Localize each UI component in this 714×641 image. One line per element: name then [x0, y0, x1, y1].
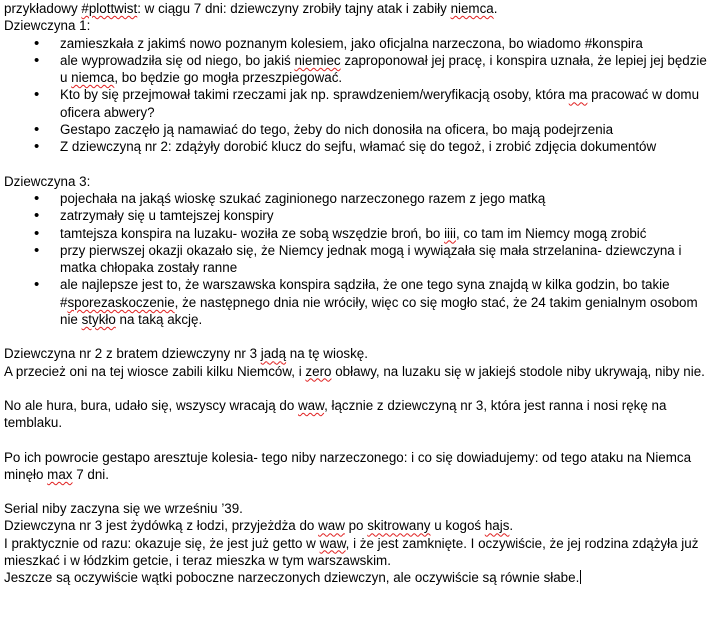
- text-run[interactable]: , że następnego dnia nie wróciły, więc co się mogło stać, że 24 takim genialnym osobom nie: [60, 294, 698, 328]
- paragraph[interactable]: [4, 363, 708, 380]
- text-run[interactable]: A przecież oni na tej wiosce zabili kilku Niemców, i: [4, 363, 306, 379]
- text-run[interactable]: przykładowy: [4, 1, 82, 16]
- misspelled-word[interactable]: skitrowany: [367, 518, 431, 534]
- text-run[interactable]: , łącznie z dziewczyną nr 3, która jest ranna i nosi rękę na temblaku.: [4, 397, 667, 431]
- paragraph[interactable]: [4, 397, 708, 432]
- text-run[interactable]: Dziewczyna nr 2 z bratem dziewczyny nr 3: [4, 346, 261, 362]
- blank-line: [4, 380, 708, 397]
- list-item[interactable]: [60, 190, 708, 207]
- text-run[interactable]: , bo będzie go mogła przeszpiegować.: [114, 70, 343, 86]
- misspelled-word[interactable]: jadą: [260, 346, 287, 362]
- paragraph[interactable]: [4, 345, 708, 362]
- section2-list: [4, 190, 708, 328]
- list-item[interactable]: [60, 35, 708, 52]
- text-run[interactable]: ale najlepsze jest to, że warszawska konspira sądziła, że one tego syna znajdą w kilka godzin, bo takie #: [60, 277, 670, 310]
- text-run[interactable]: Gestapo zaczęło ją namawiać do tego, żeby do nich donosiła na oficera, bo mają podejrzenia: [60, 122, 614, 138]
- text-run[interactable]: ale wyprowadziła się od niego, bo jakiś: [60, 52, 295, 68]
- list-item[interactable]: [60, 121, 708, 138]
- paragraph[interactable]: [4, 449, 708, 484]
- paragraph[interactable]: [4, 500, 708, 517]
- section2-heading[interactable]: Dziewczyna 3:: [4, 173, 91, 189]
- text-run[interactable]: u kogoś: [430, 518, 485, 534]
- intro-line[interactable]: [4, 0, 708, 17]
- text-run[interactable]: Serial niby zaczyna się we wrześniu ’39.: [4, 501, 243, 517]
- text-run[interactable]: przy pierwszej okazji okazało się, że Niemcy jednak mogą i wywiązała się mała strzelanina- dziewczyna i matka chłopaka zostały ranne: [60, 242, 682, 276]
- text-run[interactable]: obławy, na luzaku się w jakiejś stodole niby ukrywają, niby nie.: [331, 363, 705, 379]
- misspelled-word[interactable]: stykło: [81, 312, 116, 328]
- text-run[interactable]: po: [344, 518, 368, 534]
- blank-line: [4, 328, 708, 345]
- blank-line: [4, 156, 708, 173]
- blank-line: [4, 483, 708, 500]
- misspelled-word[interactable]: waw: [319, 535, 346, 551]
- misspelled-word[interactable]: max: [47, 466, 73, 482]
- text-run[interactable]: Z dziewczyną nr 2: zdążyły dorobić klucz do sejfu, włamać się do tegoż, i zrobić zdjęcia dokumentów: [60, 139, 657, 155]
- last-paragraph[interactable]: [4, 569, 708, 586]
- misspelled-word[interactable]: zero: [305, 363, 332, 379]
- text-run[interactable]: I praktycznie od razu: okazuje się, że jest już getto w: [4, 535, 320, 551]
- misspelled-word[interactable]: waw: [298, 397, 325, 413]
- paragraph[interactable]: [4, 535, 708, 570]
- text-run[interactable]: .: [493, 1, 498, 16]
- text-run[interactable]: .: [509, 518, 514, 534]
- text-run[interactable]: na taką akcję.: [115, 312, 203, 328]
- text-cursor: [580, 570, 581, 584]
- paragraph-text[interactable]: [4, 570, 579, 585]
- list-item[interactable]: [60, 242, 708, 277]
- blank-line: [4, 432, 708, 449]
- list-item[interactable]: [60, 138, 708, 155]
- misspelled-word[interactable]: niemca: [71, 70, 115, 86]
- misspelled-word[interactable]: niemiec: [294, 52, 341, 68]
- misspelled-word[interactable]: waw: [318, 518, 345, 534]
- text-run[interactable]: zatrzymały się u tamtejszej konspiry: [60, 208, 274, 224]
- text-run[interactable]: No ale hura, bura, udało się, wszyscy wracają do: [4, 397, 298, 413]
- misspelled-word[interactable]: #plottwist: [81, 1, 138, 16]
- list-item[interactable]: [60, 276, 708, 328]
- list-item[interactable]: [60, 225, 708, 242]
- paragraph[interactable]: [4, 517, 708, 534]
- text-run[interactable]: zamieszkała z jakimś nowo poznanym kolesiem, jako oficjalna narzeczona, bo wiadomo #konspira: [60, 35, 643, 51]
- text-run[interactable]: zaproponował jej pracę, i konspira uznała, że lepiej jej będzie u: [60, 52, 707, 86]
- text-run[interactable]: 7 dni.: [72, 466, 109, 482]
- text-run[interactable]: Kto by się przejmował takimi rzeczami jak np. sprawdzeniem/weryfikacją osoby, która: [60, 87, 569, 103]
- list-item[interactable]: [60, 207, 708, 224]
- section1-heading[interactable]: Dziewczyna 1:: [4, 18, 91, 34]
- text-run[interactable]: pojechała na jakąś wioskę szukać zaginionego narzeczonego razem z jego matką: [60, 190, 546, 206]
- section1-list: [4, 35, 708, 156]
- misspelled-word[interactable]: ma: [568, 87, 588, 103]
- list-item[interactable]: [60, 86, 708, 121]
- misspelled-word[interactable]: hajs: [484, 518, 510, 534]
- text-run[interactable]: Dziewczyna nr 3 jest żydówką z łodzi, przyjeżdża do: [4, 518, 319, 534]
- text-run[interactable]: , co tam im Niemcy mogą zrobić: [455, 225, 647, 241]
- text-run[interactable]: Po ich powrocie gestapo aresztuje kolesia- tego niby narzeczonego: i co się dowiadujemy: od tego ataku na Niemca minęło: [4, 449, 692, 482]
- text-run[interactable]: : w ciągu 7 dni: dziewczyny zrobiły tajny atak i zabiły: [137, 1, 451, 16]
- misspelled-word[interactable]: sporezaskoczenie: [67, 294, 175, 310]
- misspelled-word[interactable]: iiii: [444, 225, 456, 241]
- text-run[interactable]: tamtejsza konspira na luzaku- woziła ze sobą wszędzie broń, bo: [60, 225, 445, 241]
- misspelled-word[interactable]: niemca: [450, 1, 494, 16]
- text-run[interactable]: Jeszcze są oczywiście wątki poboczne narzeczonych dziewczyn, ale oczywiście są równie słabe.: [4, 570, 580, 586]
- text-run[interactable]: , i że jest zamknięte. I oczywiście, że jej rodzina zdążyła już mieszkać i w łódzkim getcie, i teraz mieszka w tym warszawskim.: [4, 535, 699, 569]
- text-run[interactable]: na tę wioskę.: [286, 346, 368, 362]
- list-item[interactable]: [60, 52, 708, 87]
- text-run[interactable]: pracować w domu oficera abwery?: [60, 87, 700, 120]
